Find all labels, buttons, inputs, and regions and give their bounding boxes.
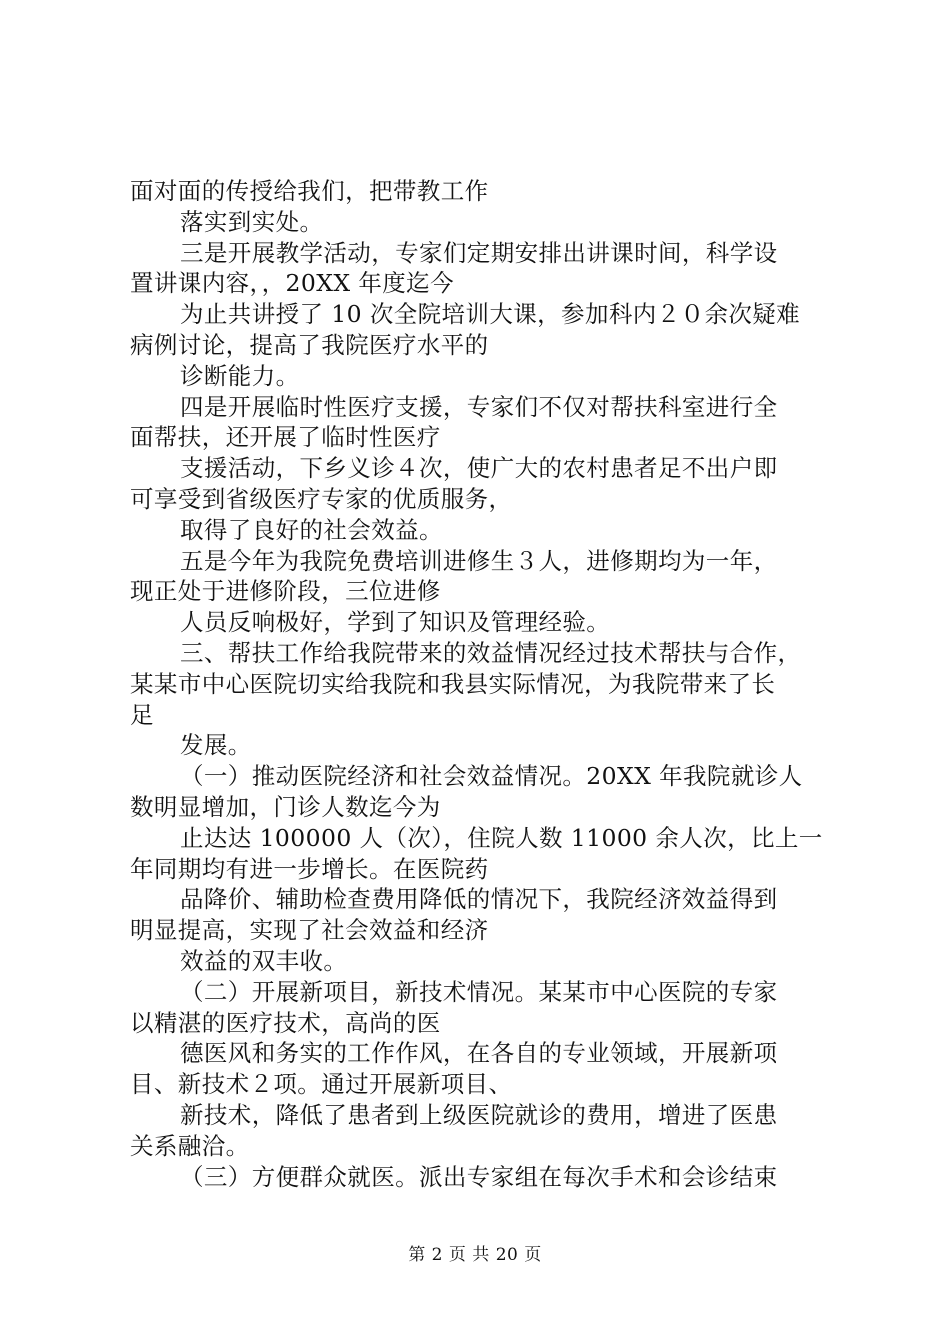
text-line: 人员反响极好，学到了知识及管理经验。: [180, 608, 611, 637]
text-line: 为止共讲授了 10 次全院培训大课，参加科内２０余次疑难: [180, 300, 801, 329]
text-line: 关系融洽。: [130, 1131, 250, 1160]
text-line: 年同期均有进一步增长。在医院药: [130, 854, 489, 883]
text-line: （三）方便群众就医。派出专家组在每次手术和会诊结束: [180, 1162, 778, 1191]
text-line: 效益的双丰收。: [180, 946, 348, 975]
text-line: 三是开展教学活动，专家们定期安排出讲课时间，科学设: [180, 238, 778, 267]
text-line: 面帮扶，还开展了临时性医疗: [130, 423, 441, 452]
text-line: 以精湛的医疗技术，高尚的医: [130, 1008, 441, 1037]
text-line: 取得了良好的社会效益。: [180, 515, 443, 544]
text-line: 病例讨论，提高了我院医疗水平的: [130, 330, 489, 359]
text-line: （二）开展新项目，新技术情况。某某市中心医院的专家: [180, 977, 778, 1006]
text-line: 明显提高，实现了社会效益和经济: [130, 916, 489, 945]
text-line: 现正处于进修阶段，三位进修: [130, 577, 441, 606]
text-line: 止达达 100000 人（次），住院人数 11000 余人次，比上一: [180, 823, 823, 852]
text-line: （一）推动医院经济和社会效益情况。20XX 年我院就诊人: [180, 762, 803, 791]
text-line: 数明显增加，门诊人数迄今为: [130, 792, 441, 821]
text-line: 发展。: [180, 731, 252, 760]
text-line: 置讲课内容，，20XX 年度迄今: [130, 269, 454, 298]
text-line: 可享受到省级医疗专家的优质服务，: [130, 484, 513, 513]
text-line: 目、新技术２项。通过开展新项目、: [130, 1070, 513, 1099]
text-line: 某某市中心医院切实给我院和我县实际情况，为我院带来了长: [130, 669, 776, 698]
text-line: 支援活动，下乡义诊４次，使广大的农村患者足不出户即: [180, 454, 778, 483]
text-line: 落实到实处。: [180, 207, 324, 236]
text-line: 足: [130, 700, 154, 729]
text-line: 品降价、辅助检查费用降低的情况下，我院经济效益得到: [180, 885, 778, 914]
text-line: 四是开展临时性医疗支援，专家们不仅对帮扶科室进行全: [180, 392, 778, 421]
document-body: [130, 176, 830, 1192]
text-line: 五是今年为我院免费培训进修生３人，进修期均为一年，: [180, 546, 778, 575]
text-line: 面对面的传授给我们，把带教工作: [130, 177, 489, 205]
text-line: 德医风和务实的工作作风，在各自的专业领域，开展新项: [180, 1039, 778, 1068]
text-line: 新技术，降低了患者到上级医院就诊的费用，增进了医患: [180, 1100, 778, 1129]
page-footer: 第 2 页 共 20 页: [408, 1245, 542, 1265]
text-line: 诊断能力。: [180, 361, 300, 390]
text-line: 三、帮扶工作给我院带来的效益情况经过技术帮扶与合作，: [180, 638, 802, 667]
